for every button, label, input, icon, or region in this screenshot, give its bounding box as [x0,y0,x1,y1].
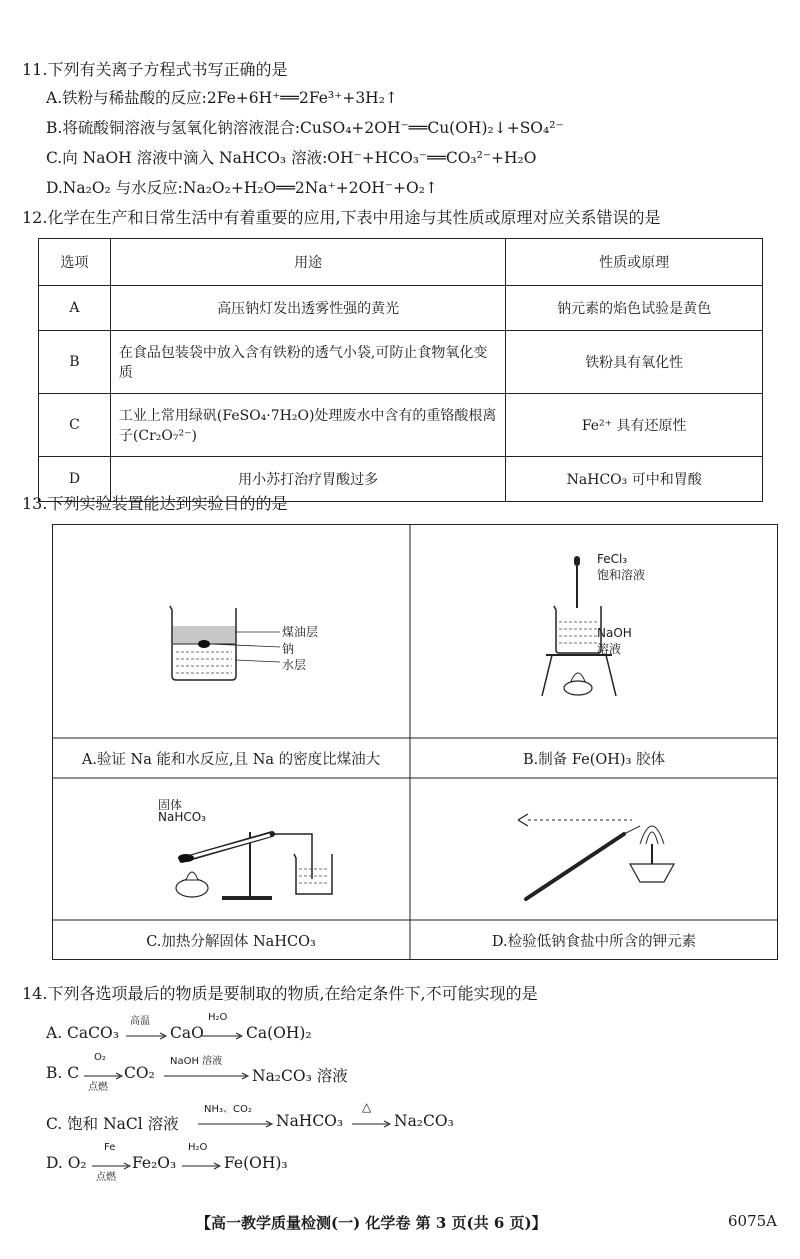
arrow-icon [164,1072,250,1080]
header-use: 用途 [110,239,505,286]
q12-table [38,238,763,502]
q11-stem: 11.下列有关离子方程式书写正确的是 [22,60,288,79]
row-use: 用小苏打治疗胃酸过多 [110,457,505,502]
table-row [39,331,763,394]
label-saturated-solution: 饱和溶液 [597,568,646,582]
q14-d-cond1a: Fe [104,1142,116,1153]
q11-option-a: A.铁粉与稀盐酸的反应:2Fe+6H⁺══2Fe³⁺+3H₂↑ [46,89,398,107]
row-principle: 铁粉具有氧化性 [506,331,763,394]
q14-a-cond2: H₂O [208,1012,228,1023]
label-solution: 溶液 [597,642,622,656]
table-row [39,286,763,331]
q14-option-a [46,1012,746,1046]
q14-d-product: Fe(OH)₃ [224,1154,288,1172]
label-water: 水层 [282,658,307,672]
q14-a-cond1: 高温 [130,1016,150,1027]
q14-d-cond1b: 点燃 [96,1172,116,1183]
caption-b: B.制备 Fe(OH)₃ 胶体 [523,752,665,768]
row-option: D [39,457,111,502]
q14-b-reactant: B. C [46,1064,80,1082]
row-principle: 钠元素的焰色试验是黄色 [506,286,763,331]
caption-a: A.验证 Na 能和水反应,且 Na 的密度比煤油大 [81,752,381,768]
q14-c-reactant: C. 饱和 NaCl 溶液 [46,1115,179,1133]
row-option: B [39,331,111,394]
q14-option-b [46,1052,746,1092]
q11-option-b: B.将硫酸铜溶液与氢氧化钠溶液混合:CuSO₄+2OH⁻══Cu(OH)₂↓+SO₄²⁻ [46,119,564,137]
arrow-icon [202,1032,244,1040]
row-option: A [39,286,111,331]
q14-d-reactant: D. O₂ [46,1154,87,1172]
q13-stem: 13.下列实验装置能达到实验目的的是 [22,494,288,513]
footer-title: 【高一教学质量检测(一) 化学卷 第 3 页(共 6 页)】 [196,1214,547,1232]
q14-a-intermediate: CaO [170,1024,204,1042]
header-option: 选项 [39,239,111,286]
q14-b-cond1b: 点燃 [88,1082,108,1093]
q14-stem: 14.下列各选项最后的物质是要制取的物质,在给定条件下,不可能实现的是 [22,984,538,1003]
row-principle: Fe²⁺ 具有还原性 [506,394,763,457]
q14-b-cond2: NaOH 溶液 [170,1056,223,1067]
row-use: 在食品包装袋中放入含有铁粉的透气小袋,可防止食物氧化变质 [110,331,505,394]
label-fecl3: FeCl₃ [597,552,628,566]
q12-stem: 12.化学在生产和日常生活中有着重要的应用,下表中用途与其性质或原理对应关系错误的是 [22,208,661,227]
caption-d: D.检验低钠食盐中所含的钾元素 [491,934,697,950]
table-row [39,394,763,457]
table-header-row [39,239,763,286]
q14-c-product: Na₂CO₃ [394,1112,454,1130]
heating-tube-icon [162,824,362,904]
label-naoh: NaOH [597,626,632,640]
q14-a-product: Ca(OH)₂ [246,1024,312,1042]
q13-figure-grid [52,524,778,960]
q14-option-c [46,1100,746,1134]
q14-d-cond2: H₂O [188,1142,208,1153]
row-use: 高压钠灯发出透雾性强的黄光 [110,286,505,331]
q14-c-cond2: △ [362,1100,372,1114]
footer-code: 6075A [728,1212,778,1230]
label-solid: 固体 [158,798,183,812]
header-principle: 性质或原理 [506,239,763,286]
q14-b-intermediate: CO₂ [124,1064,155,1082]
arrow-icon [182,1162,222,1170]
label-kerosene: 煤油层 [282,625,319,639]
q11-option-d: D.Na₂O₂ 与水反应:Na₂O₂+H₂O══2Na⁺+2OH⁻+O₂↑ [46,179,438,197]
caption-c: C.加热分解固体 NaHCO₃ [146,934,316,950]
arrow-icon [126,1032,168,1040]
row-use: 工业上常用绿矾(FeSO₄·7H₂O)处理废水中含有的重铬酸根离子(Cr₂O₇²⁻) [110,394,505,457]
row-option: C [39,394,111,457]
arrow-icon [352,1120,392,1128]
q14-b-product: Na₂CO₃ 溶液 [252,1067,348,1085]
q14-c-cond1: NH₃、CO₂ [204,1104,252,1115]
q11-option-c: C.向 NaOH 溶液中滴入 NaHCO₃ 溶液:OH⁻+HCO₃⁻══CO₃²⁻+H₂O [46,149,537,167]
label-nahco3: NaHCO₃ [158,810,206,824]
q14-a-reactant: A. CaCO₃ [46,1024,119,1042]
q14-option-d [46,1142,746,1182]
q14-b-cond1a: O₂ [94,1052,106,1063]
q14-c-intermediate: NaHCO₃ [276,1112,344,1130]
row-principle: NaHCO₃ 可中和胃酸 [506,457,763,502]
flame-test-icon [512,804,692,904]
q14-d-intermediate: Fe₂O₃ [132,1154,177,1172]
label-sodium: 钠 [282,642,295,656]
arrow-icon [198,1120,274,1128]
